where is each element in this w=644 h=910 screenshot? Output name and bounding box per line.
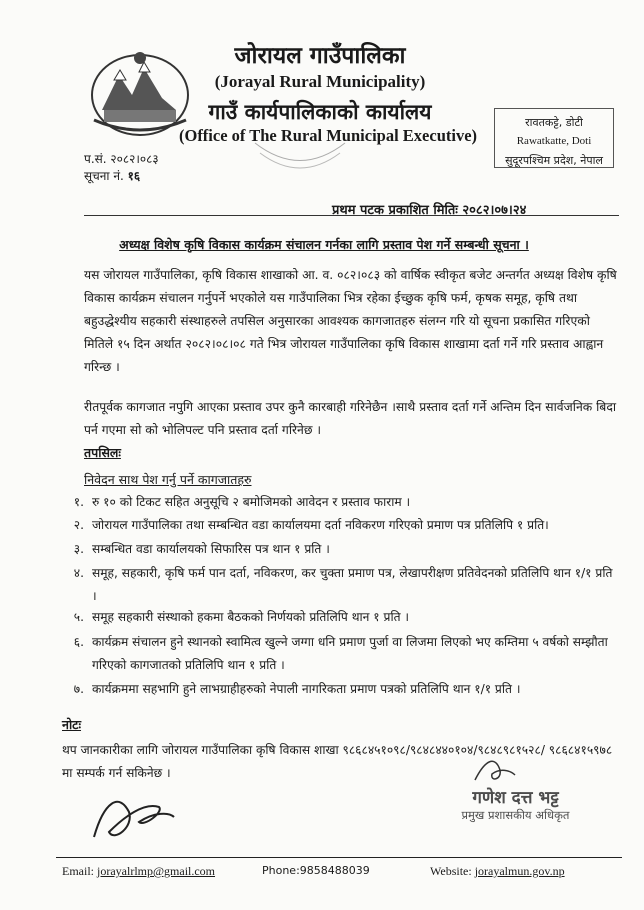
email-label: Email: xyxy=(62,864,94,878)
email-link[interactable]: jorayalrlmp@gmail.com xyxy=(97,864,216,878)
notice-subject: अध्यक्ष विशेष कृषि विकास कार्यक्रम संचालन गर्नका लागि प्रस्ताव पेश गर्ने सम्बन्धी सूचना । xyxy=(119,237,529,252)
office-seal-stamp xyxy=(250,138,350,178)
municipality-name-np: जोरायल गाउँपालिका xyxy=(234,43,406,69)
notice-number xyxy=(84,167,140,184)
notes-text: थप जानकारीका लागि जोरायल गाउँपालिका कृषि विकास शाखा ९८६८४५१०९८/९८४८४४०१०४/९८४८९८१५२८/ ९८६८४१५९७८ मा सम्पर्क गर्न सकिनेछ । xyxy=(62,743,613,780)
left-signature xyxy=(84,782,184,852)
reference-number: प.सं. २०८२।०८३ xyxy=(84,152,159,166)
document-item-text: रु १० को टिकट सहित अनुसूचि २ बमोजिमको आवेदन र प्रस्ताव फाराम । xyxy=(92,495,411,509)
website-label: Website: xyxy=(430,864,472,878)
tapasil-heading: तपसिलः xyxy=(84,445,121,460)
document-item-number: ५. xyxy=(73,610,84,624)
document-item xyxy=(62,606,622,629)
document-item-text: समूह, सहकारी, कृषि फर्म पान दर्ता, नविकरण, कर चुक्ता प्रमाण पत्र, लेखापरीक्षण प्रतिवेदनको प्रतिलिपि थान १/१ प्रति । xyxy=(92,566,613,603)
document-item xyxy=(62,678,622,701)
address-box xyxy=(494,108,614,168)
document-item xyxy=(62,562,622,608)
document-item-text: समूह सहकारी संस्थाको हकमा बैठकको निर्णयको प्रतिलिपि थान १ प्रति । xyxy=(92,610,410,624)
documents-heading: निवेदन साथ पेश गर्नु पर्ने कागजातहरु xyxy=(84,472,252,487)
website-link[interactable]: jorayalmun.gov.np xyxy=(474,864,565,878)
publish-date: प्रथम पटक प्रकाशित मितिः २०८२।०७।२४ xyxy=(332,203,527,218)
document-item-text: सम्बन्धित वडा कार्यालयको सिफारिस पत्र थान १ प्रति । xyxy=(92,542,330,556)
address-line: Rawatkatte, Doti xyxy=(516,135,592,147)
notice-number-label: सूचना नं. xyxy=(84,169,124,183)
document-item-text: कार्यक्रममा सहभागि हुने लाभग्राहीहरुको नेपाली नागरिकता प्रमाण पत्रको प्रतिलिपि थान १/१ प्रति । xyxy=(92,682,521,696)
header-divider xyxy=(84,215,619,216)
nepal-emblem-logo xyxy=(84,40,196,140)
office-name-np: गाउँ कार्यपालिकाको कार्यालय xyxy=(208,100,432,124)
document-item-number: ६. xyxy=(73,635,84,649)
address-line: रावतकट्टे, डोटी xyxy=(525,116,583,129)
document-item-text: जोरायल गाउँपालिका तथा सम्बन्धित वडा कार्यालयमा दर्ता नविकरण गरिएको प्रमाण पत्र प्रतिलिपि १ प्रति। xyxy=(92,518,549,532)
document-item xyxy=(62,631,622,677)
signatory-name: गणेश दत्त भट्ट xyxy=(472,788,559,808)
right-signature xyxy=(470,750,520,790)
document-item xyxy=(62,538,622,561)
body-paragraph-1: यस जोरायल गाउँपालिका, कृषि विकास शाखाको आ. व. ०८२।०८३ को वार्षिक स्वीकृत बजेट अन्तर्गत अध्यक्ष विशेष कृषि विकास कार्यक्रम संचालन गर्नुपर्ने भएकोले यस गाउँपालिका भित्र रहेका ईच्छुक कृषि फर्म, कृषक समूह, कृषि तथा बहुउद्धेश्यीय सहकारी संस्थाहरुले तपसिल अनुसारका आवश्यक कागजातहरु संलग्न गरि यो सूचना प्रकासित गरिएको मितिले १५ दिन अर्थात २०८२।०८।०८ गते भित्र जोरायल गाउँपालिका कृषि विकास शाखामा दर्ता गर्ने गरि प्रस्ताव आह्वान गरिन्छ । xyxy=(84,268,617,374)
address-line: सुदूरपश्चिम प्रदेश, नेपाल xyxy=(505,154,603,167)
document-item-number: १. xyxy=(73,495,84,509)
body-paragraph-2: रीतपूर्वक कागजात नपुगि आएका प्रस्ताव उपर कुनै कारबाही गरिनेछैन ।साथै प्रस्ताव दर्ता गर्ने अन्तिम दिन सार्वजनिक बिदा पर्न गएमा सो को भोलिपल्ट पनि प्रस्ताव दर्ता गरिनेछ । xyxy=(84,400,617,437)
office-name-en: (Office of The Rural Municipal Executive) xyxy=(178,126,478,145)
document-item-number: ७. xyxy=(73,682,84,696)
signatory-title: प्रमुख प्रशासकीय अधिकृत xyxy=(461,808,570,822)
municipality-name-en: (Jorayal Rural Municipality) xyxy=(214,72,426,91)
notice-number-value: १६ xyxy=(127,169,141,183)
document-item xyxy=(62,514,622,537)
footer-email xyxy=(62,864,215,879)
footer-phone: Phone:9858488039 xyxy=(262,864,370,877)
footer-divider xyxy=(56,857,622,858)
footer-website xyxy=(430,864,565,879)
document-item-number: २. xyxy=(73,518,84,532)
notes-heading: नोटः xyxy=(62,717,82,732)
document-item xyxy=(62,491,622,514)
document-item-number: ४. xyxy=(73,566,84,580)
document-item-number: ३. xyxy=(73,542,84,556)
document-item-text: कार्यक्रम संचालन हुने स्थानको स्वामित्व खुल्ने जग्गा धनि प्रमाण पुर्जा वा लिजमा लिएको भए कम्तिमा ५ वर्षको सम्झौता गरिएको कागजातको प्रतिलिपि थान १ प्रति । xyxy=(92,635,608,672)
